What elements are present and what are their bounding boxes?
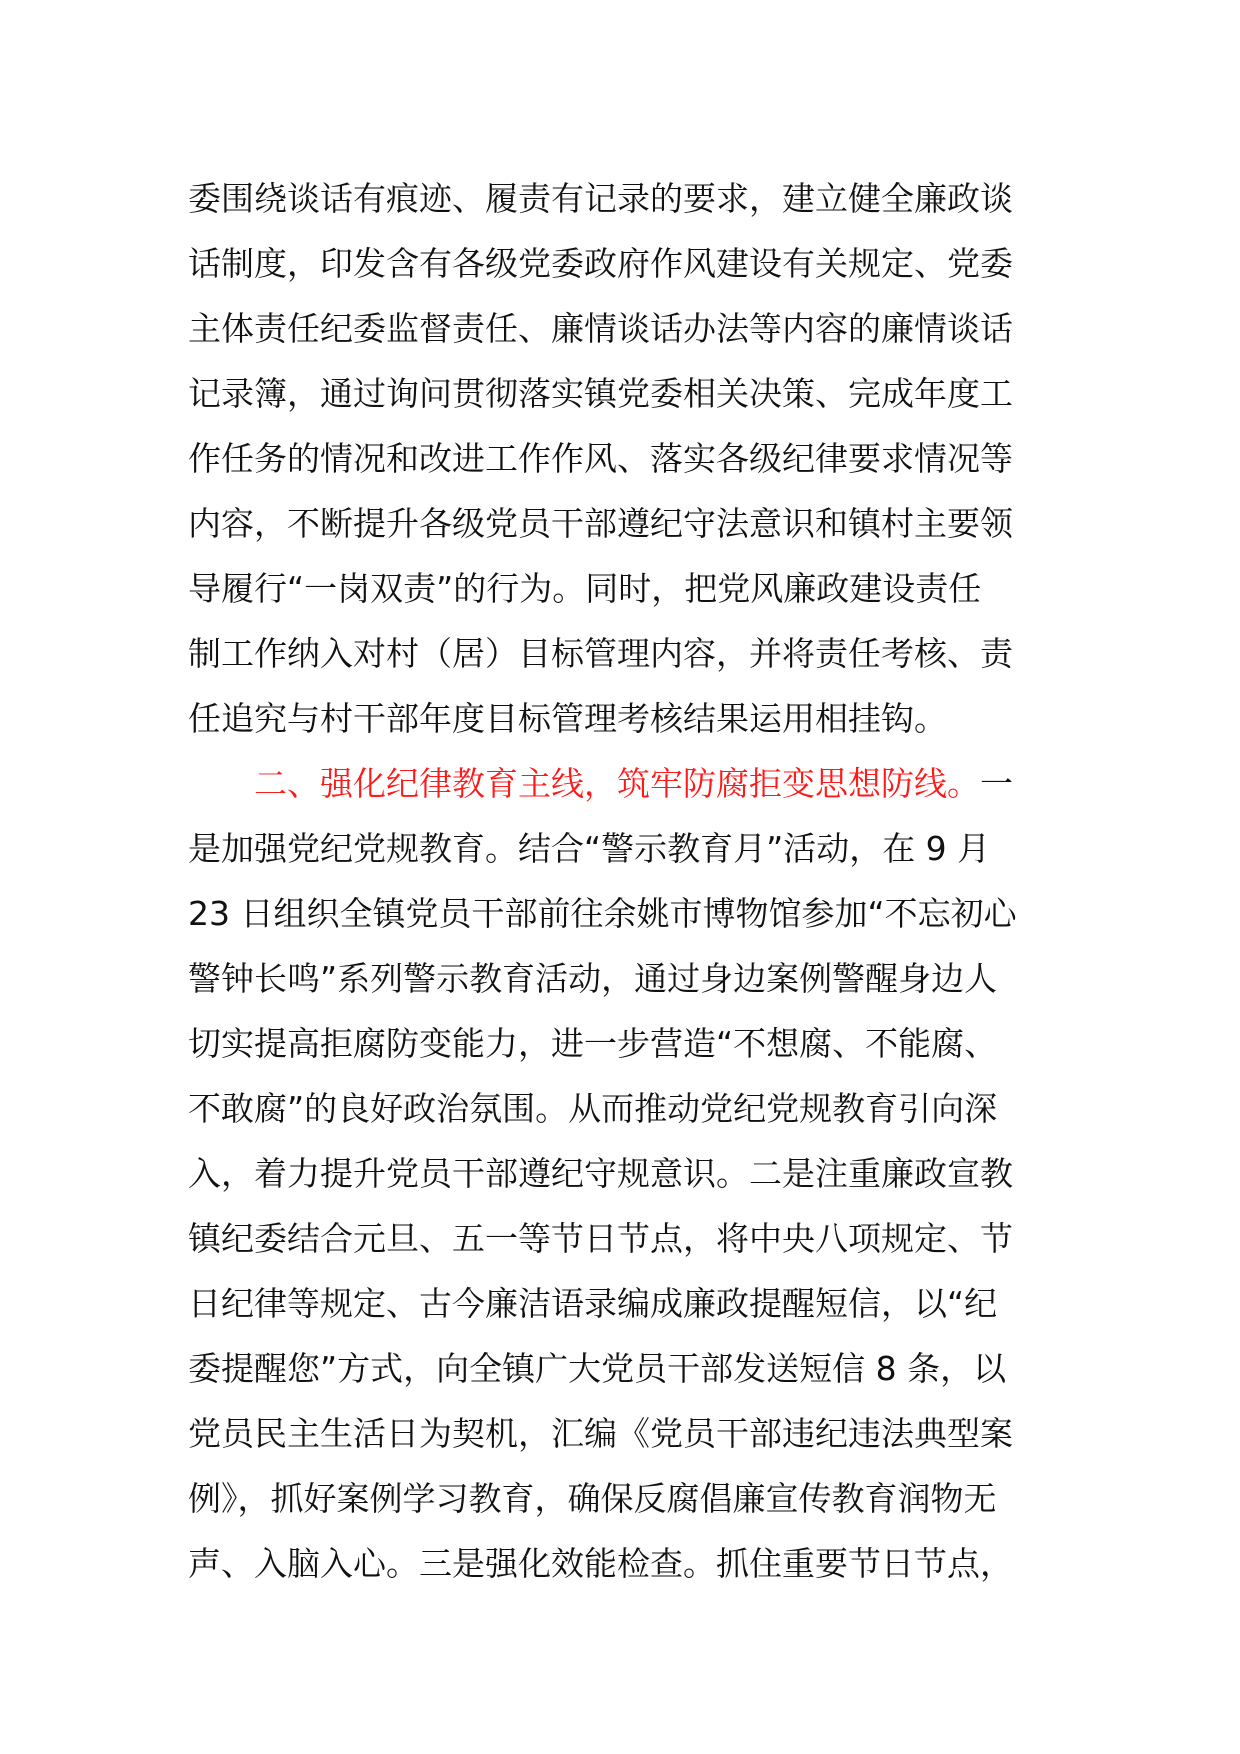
section-heading-line: [188, 751, 1068, 816]
paragraph-line: 话制度，印发含有各级党委政府作风建设有关规定、党委: [188, 244, 1013, 283]
paragraph-line: 导履行“一岗双责”的行为。同时，把党风廉政建设责任: [188, 569, 982, 608]
paragraph-line: 制工作纳入对村（居）目标管理内容，并将责任考核、责: [188, 634, 1013, 673]
paragraph-line: 党员民主生活日为契机，汇编《党员干部违纪违法典型案: [188, 1414, 1013, 1453]
paragraph-line: 记录簿，通过询问贯彻落实镇党委相关决策、完成年度工: [188, 374, 1013, 413]
section-heading-continuation: 一: [980, 764, 1013, 803]
paragraph-line: 不敢腐”的良好政治氛围。从而推动党纪党规教育引向深: [188, 1089, 998, 1128]
paragraph-line: 主体责任纪委监督责任、廉情谈话办法等内容的廉情谈话: [188, 309, 1013, 348]
paragraph-line: 作任务的情况和改进工作作风、落实各级纪律要求情况等: [188, 439, 1013, 478]
document-body: [188, 166, 1068, 1596]
paragraph-line: 委围绕谈话有痕迹、履责有记录的要求，建立健全廉政谈: [188, 179, 1013, 218]
paragraph-line: 委提醒您”方式，向全镇广大党员干部发送短信 8 条，以: [188, 1349, 1007, 1388]
paragraph-line: 内容，不断提升各级党员干部遵纪守法意识和镇村主要领: [188, 504, 1013, 543]
section-heading: 二、强化纪律教育主线，筑牢防腐拒变思想防线。: [254, 764, 980, 803]
paragraph-line: 入，着力提升党员干部遵纪守规意识。二是注重廉政宣教: [188, 1154, 1013, 1193]
paragraph-line: 警钟长鸣”系列警示教育活动，通过身边案例警醒身边人: [188, 959, 998, 998]
paragraph-line: 切实提高拒腐防变能力，进一步营造“不想腐、不能腐、: [188, 1024, 998, 1063]
paragraph-line: 镇纪委结合元旦、五一等节日节点，将中央八项规定、节: [188, 1219, 1013, 1258]
paragraph-line: 是加强党纪党规教育。结合“警示教育月”活动，在 9 月: [188, 829, 991, 868]
paragraph-line: 例》，抓好案例学习教育，确保反腐倡廉宣传教育润物无: [188, 1479, 997, 1518]
paragraph-line: 任追究与村干部年度目标管理考核结果运用相挂钩。: [188, 699, 947, 738]
paragraph-line: 声、入脑入心。三是强化效能检查。抓住重要节日节点，: [188, 1544, 1013, 1583]
paragraph-line: 23 日组织全镇党员干部前往余姚市博物馆参加“不忘初心: [188, 894, 1017, 933]
paragraph-line: 日纪律等规定、古今廉洁语录编成廉政提醒短信，以“纪: [188, 1284, 998, 1323]
